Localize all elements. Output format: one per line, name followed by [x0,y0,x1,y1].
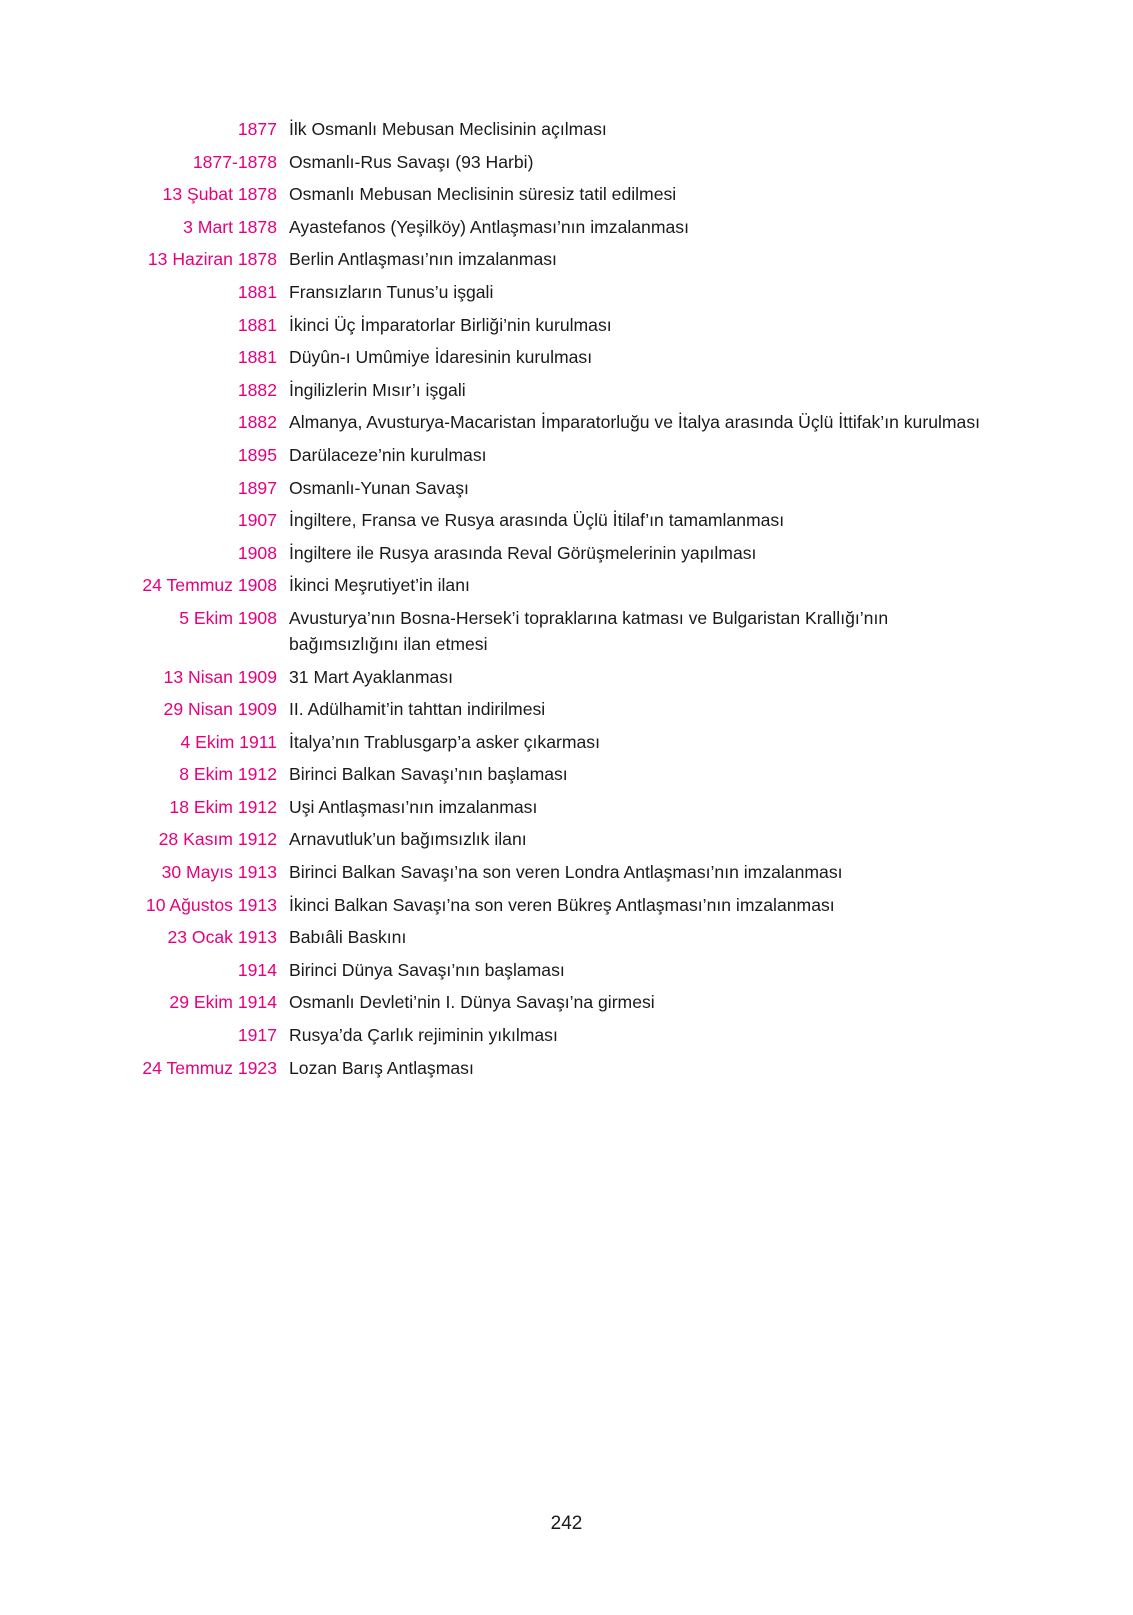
timeline-event: Osmanlı-Rus Savaşı (93 Harbi) [289,151,534,172]
timeline-date: 24 Temmuz 1908 [142,575,277,596]
timeline-row [0,1055,1133,1081]
timeline-date: 5 Ekim 1908 [179,607,277,628]
timeline-row [0,859,1133,885]
timeline-row [0,924,1133,950]
timeline-date: 13 Şubat 1878 [162,184,277,205]
timeline-row [0,312,1133,338]
timeline-row [0,664,1133,690]
timeline-row [0,957,1133,983]
timeline-row [0,214,1133,240]
timeline-date: 1882 [237,412,277,433]
timeline-date: 10 Ağustos 1913 [145,894,277,915]
timeline-date: 29 Nisan 1909 [163,699,277,720]
timeline-event: Darülaceze’nin kurulması [289,444,487,465]
timeline-event: İngiltere ile Rusya arasında Reval Görüşmelerinin yapılması [289,542,757,563]
timeline-date: 1881 [237,281,277,302]
timeline-event: İngilizlerin Mısır’ı işgali [289,379,466,400]
timeline-date: 3 Mart 1878 [183,216,277,237]
timeline-event: İlk Osmanlı Mebusan Meclisinin açılması [289,119,607,139]
page-number: 242 [550,1513,583,1534]
timeline-event: Uşi Antlaşması’nın imzalanması [289,796,538,817]
timeline-row [0,149,1133,175]
timeline-row [0,246,1133,272]
timeline-event: Düyûn-ı Umûmiye İdaresinin kurulması [289,347,593,368]
timeline-event: İkinci Üç İmparatorlar Birliği’nin kurulması [289,314,612,335]
timeline-row [0,892,1133,918]
timeline-event: Ayastefanos (Yeşilköy) Antlaşması’nın imzalanması [289,216,689,237]
timeline-date: 24 Temmuz 1923 [142,1057,277,1078]
timeline-event: Osmanlı Mebusan Meclisinin süresiz tatil edilmesi [289,184,677,205]
timeline-row [0,761,1133,787]
timeline-date: 1897 [237,477,277,498]
timeline-event: Osmanlı Devleti’nin I. Dünya Savaşı’na girmesi [289,992,655,1013]
timeline-row [0,540,1133,566]
timeline-date: 1907 [237,510,277,531]
timeline-event: Almanya, Avusturya-Macaristan İmparatorluğu ve İtalya arasında Üçlü İttifak’ın kurulması [289,412,981,433]
timeline-date: 1914 [237,959,277,980]
timeline-date: 1882 [237,379,277,400]
timeline-row [0,377,1133,403]
timeline-event: Rusya’da Çarlık rejiminin yıkılması [289,1025,558,1046]
timeline-event: Birinci Balkan Savaşı’nın başlaması [289,764,568,785]
timeline-event: Osmanlı-Yunan Savaşı [289,477,469,498]
timeline-row [0,442,1133,468]
timeline-row [0,344,1133,370]
timeline-row [0,507,1133,533]
timeline-date: 13 Nisan 1909 [163,666,277,687]
timeline-date: 4 Ekim 1911 [180,731,277,752]
timeline-date: 28 Kasım 1912 [158,829,277,850]
timeline-date: 1917 [237,1025,277,1046]
timeline-event: Arnavutluk’un bağımsızlık ilanı [289,829,527,850]
timeline-row [0,1022,1133,1048]
timeline-event: 31 Mart Ayaklanması [289,666,453,687]
timeline-event: İtalya’nın Trablusgarp’a asker çıkarması [289,731,600,752]
timeline-row [0,475,1133,501]
timeline-row [0,409,1133,435]
timeline-event: Avusturya’nın Bosna-Hersek’i topraklarına katması ve Bulgaristan Krallığı’nın bağımsızlığını ilan etmesi [289,607,889,654]
timeline-event: II. Adülhamit’in tahttan indirilmesi [289,699,546,720]
timeline-date: 8 Ekim 1912 [179,764,277,785]
timeline-row [0,696,1133,722]
timeline-list [0,116,1133,1087]
timeline-date: 23 Ocak 1913 [167,927,277,948]
timeline-date: 1908 [237,542,277,563]
timeline-event: Birinci Dünya Savaşı’nın başlaması [289,959,565,980]
timeline-event: Birinci Balkan Savaşı’na son veren Londra Antlaşması’nın imzalanması [289,862,843,883]
timeline-row [0,116,1133,142]
timeline-date: 30 Mayıs 1913 [161,862,277,883]
timeline-event: İngiltere, Fransa ve Rusya arasında Üçlü İtilaf’ın tamamlanması [289,510,785,531]
timeline-date: 1881 [237,347,277,368]
timeline-row [0,572,1133,598]
timeline-date: 13 Haziran 1878 [147,249,277,270]
timeline-event: İkinci Balkan Savaşı’na son veren Bükreş Antlaşması’nın imzalanması [289,894,835,915]
timeline-row [0,279,1133,305]
timeline-date: 1877 [237,119,277,139]
timeline-event: Fransızların Tunus’u işgali [289,281,494,302]
timeline-date: 1895 [237,444,277,465]
timeline-row [0,794,1133,820]
timeline-row [0,826,1133,852]
timeline-date: 1877-1878 [192,151,277,172]
timeline-row [0,181,1133,207]
timeline-row [0,989,1133,1015]
timeline-row [0,605,1133,657]
timeline-event: Lozan Barış Antlaşması [289,1057,474,1078]
timeline-event: İkinci Meşrutiyet’in ilanı [289,575,470,596]
timeline-event: Berlin Antlaşması’nın imzalanması [289,249,557,270]
timeline-date: 18 Ekim 1912 [169,796,277,817]
timeline-row [0,729,1133,755]
timeline-date: 29 Ekim 1914 [169,992,277,1013]
timeline-date: 1881 [237,314,277,335]
timeline-event: Babıâli Baskını [289,927,407,948]
